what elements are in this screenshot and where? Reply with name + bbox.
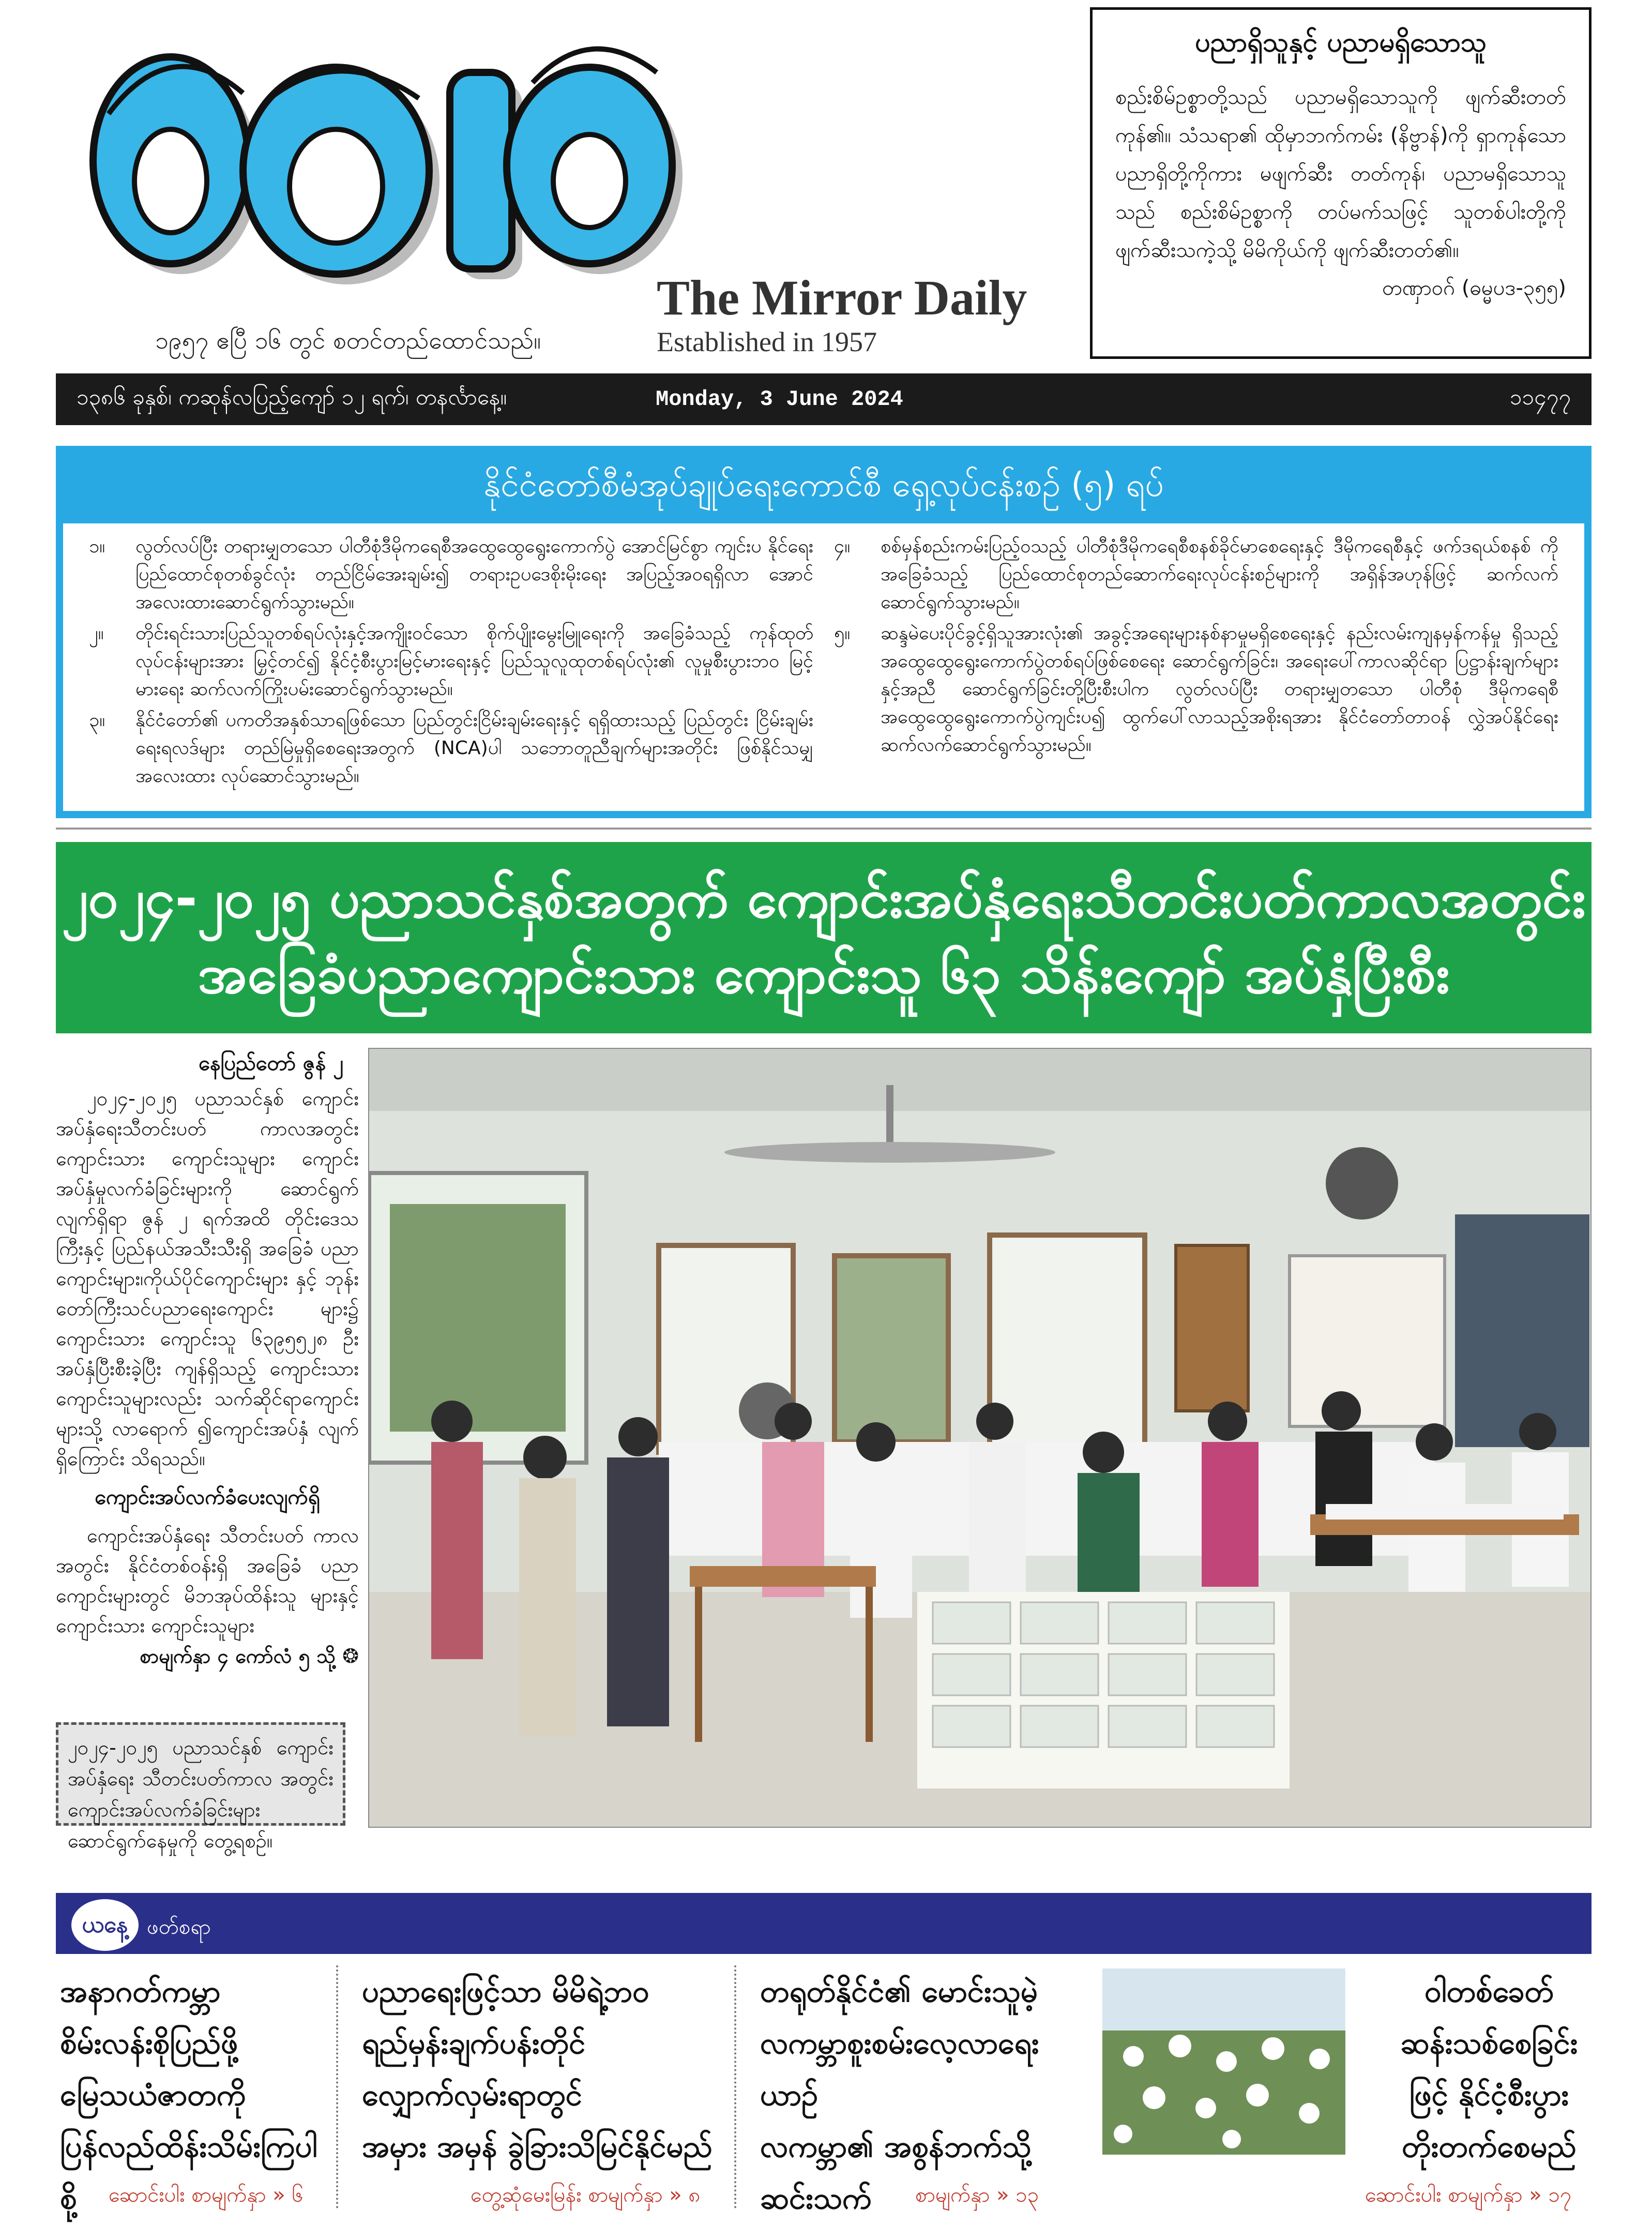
index-item-1-page[interactable]: ဆောင်းပါး စာမျက်နှာ » ၆: [109, 2183, 304, 2207]
objectives-right-column: [824, 533, 1569, 793]
story-paragraph: ၂၀၂၄-၂၀၂၅ ပညာသင်နှစ် ကျောင်း အပ်နှံရေးသီတင်းပတ် ကာလအတွင်း ကျောင်းသား ကျောင်းသူများ ကျောင်း အပ်နှံမှုလက်ခံခြင်းများကို ဆောင်ရွက် လျက်ရှိရာ ဇွန် ၂ ရက်အထိ တိုင်းဒေသ ကြီးနှင့် ပြည်နယ်အသီးသီးရှိ အခြေခံ ပညာကျောင်းများ၊ကိုယ်ပိုင်ကျောင်းများ နှင့် ဘုန်းတော်ကြီးသင်ပညာရေးကျောင်း များ၌ ကျောင်းသား ကျောင်းသူ ၆၃၉၅၅၂၈ ဦးအပ်နှံပြီးစီးခဲ့ပြီး ကျန်ရှိသည့် ကျောင်းသား ကျောင်းသူများလည်း သက်ဆိုင်ရာကျောင်းများသို့ လာရောက် ၍ကျောင်းအပ်နှံ လျက်ရှိကြောင်း သိရသည်။: [56, 1087, 359, 1470]
index-bar: [56, 1893, 1592, 1954]
index-item-line: ရည်မှန်းချက်ပန်းတိုင်: [362, 2025, 586, 2060]
classroom-photo-illustration: [369, 1049, 1592, 1828]
objective-number: ၄။: [834, 536, 851, 557]
index-item-line: ပြန်လည်ထိန်းသိမ်းကြပါစို့: [60, 2129, 317, 2216]
index-item-line: တရုတ်နိုင်ငံ၏ မောင်းသူမဲ့: [760, 1974, 1038, 2009]
brand-name-en: The Mirror Daily: [657, 270, 1027, 325]
objective-item: [89, 620, 813, 703]
cotton-photo: [1102, 1968, 1345, 2155]
issue-number: ၁၁၄၇၇: [1509, 384, 1571, 410]
date-bar: [56, 373, 1592, 425]
cotton-field-illustration: [1102, 1968, 1345, 2155]
index-item-line: အမှား အမှန် ခွဲခြားသိမြင်နိုင်မည်: [362, 2129, 713, 2164]
objective-number: ၁။: [89, 536, 105, 557]
masthead: [78, 10, 1060, 367]
quote-body: စည်းစိမ်ဥစ္စာတို့သည် ပညာမရှိသောသူကို ဖျက်ဆီးတတ်ကုန်၏။ သံသရာ၏ ထိုမှာဘက်ကမ်း (နိဗ္ဗာန်)ကို ရှာကုန်သော ပညာရှိတို့ကိုကား မဖျက်ဆီး တတ်ကုန်၊ ပညာမရှိသောသူသည် စည်းစိမ်ဥစ္စာကို တပ်မက်သဖြင့် သူတစ်ပါးတို့ကို ဖျက်ဆီးသကဲ့သို့ မိမိကိုယ်ကို ဖျက်ဆီးတတ်၏။: [1115, 85, 1566, 262]
story-continued-link[interactable]: စာမျက်နှာ ၄ ကော်လံ ၅ သို့ ❂: [140, 1645, 359, 1667]
headline-line-1: ၂၀၂၄-၂၀၂၅ ပညာသင်နှစ်အတွက် ကျောင်းအပ်နှံရေးသီတင်းပတ်ကာလအတွင်း: [62, 867, 1586, 930]
objectives-box: [56, 446, 1592, 818]
index-item-line: လကမ္ဘာစူးစမ်းလေ့လာရေးယာဉ်: [760, 2025, 1039, 2112]
index-item-line: ဝါတစ်ခေတ်: [1424, 1974, 1554, 2009]
english-date: Monday, 3 June 2024: [656, 387, 903, 412]
index-item-line: တိုးတက်စေမည်: [1402, 2129, 1577, 2164]
objective-number: ၃။: [89, 710, 105, 731]
objective-text: လွတ်လပ်ပြီး တရားမျှတသော ပါတီစုံဒီမိုကရေစီအထွေထွေရွေးကောက်ပွဲ အောင်မြင်စွာ ကျင်းပ နိုင်ရေး ပြည်ထောင်စုတစ်ခွင်လုံး တည်ငြိမ်အေးချမ်း၍ တရားဥပဒေစိုးမိုးရေး အပြည့်အဝရရှိလာ အောင် အလေးထားဆောင်ရွက်သွားမည်။: [135, 536, 813, 613]
objective-item: [834, 620, 1558, 759]
objective-item: [89, 706, 813, 790]
index-item-line: အနာဂတ်ကမ္ဘာ: [60, 1974, 221, 2009]
index-item-line: ဆင်းသက်: [760, 2180, 872, 2216]
established-mm: ၁၉၅၇ ဧပြီ ၁၆ တွင် စတင်တည်ထောင်သည်။: [155, 326, 541, 354]
objective-item: [834, 533, 1558, 616]
index-divider: [336, 1965, 338, 2208]
headline-line-2: အခြေခံပညာကျောင်းသား ကျောင်းသူ ၆၃ သိန်းကျော် အပ်နှံပြီးစီး: [198, 942, 1450, 1005]
index-item-4[interactable]: [1386, 1965, 1593, 2172]
index-item-3-page[interactable]: စာမျက်နှာ » ၁၃: [915, 2183, 1039, 2207]
objective-text: တိုင်းရင်းသားပြည်သူတစ်ရပ်လုံးနှင့်အကျိုးဝင်သော စိုက်ပျိုးမွေးမြူရေးကို အခြေခံသည့် ကုန်ထုတ် လုပ်ငန်းများအား မြှင့်တင်၍ နိုင်ငံ့စီးပွားမြင့်မားရေးနှင့် ပြည်သူလူထုတစ်ရပ်လုံး၏ လူမှုစီးပွားဘဝ မြင့်မားရေး ဆက်လက်ကြိုးပမ်းဆောင်ရွက်သွားမည်။: [135, 623, 813, 700]
objectives-title: နိုင်ငံတော်စီမံအုပ်ချုပ်ရေးကောင်စီ ရှေ့လုပ်ငန်းစဉ် (၅) ရပ်: [62, 452, 1585, 523]
objective-text: နိုင်ငံတော်၏ ပကတိအနှစ်သာရဖြစ်သော ပြည်တွင်းငြိမ်းချမ်းရေးနှင့် ရရှိထားသည့် ပြည်တွင်း ငြိမ်းချမ်းရေးရလဒ်များ တည်မြဲမှုရှိစေရေးအတွက် (NCA)ပါ သဘောတူညီချက်များအတိုင်း ဖြစ်နိုင်သမျှ အလေးထား လုပ်ဆောင်သွားမည်။: [135, 710, 813, 787]
index-item-line: လျှောက်လှမ်းရာတွင်: [362, 2077, 582, 2112]
story-dateline: နေပြည်တော် ဇွန် ၂: [199, 1051, 343, 1075]
index-item-2[interactable]: [362, 1965, 724, 2172]
section-divider: [56, 828, 1592, 830]
index-item-line: မြေသယံဇာတကို: [60, 2077, 246, 2112]
index-item-4-page[interactable]: ဆောင်းပါး စာမျက်နှာ » ၁၇: [1365, 2183, 1572, 2207]
objective-number: ၂။: [89, 623, 104, 644]
index-item-line: ဆန်းသစ်စေခြင်း: [1400, 2025, 1578, 2060]
objective-number: ၅။: [834, 623, 851, 644]
objectives-left-column: [79, 533, 824, 793]
myanmar-date: ၁၃၈၆ ခုနှစ်၊ ကဆုန်လပြည့်ကျော် ၁၂ ရက်၊ တနင်္လာနေ့။: [77, 384, 507, 410]
objective-item: [89, 533, 813, 616]
objective-text: စစ်မှန်စည်းကမ်းပြည့်ဝသည့် ပါတီစုံဒီမိုကရေစီစနစ်ခိုင်မာစေရေးနှင့် ဒီမိုကရေစီနှင့် ဖက်ဒရယ်စနစ် ကို အခြေခံသည့် ပြည်ထောင်စုတည်ဆောက်ရေးလုပ်ငန်းစဉ်များကို အရှိန်အဟုန်ဖြင့် ဆက်လက် ဆောင်ရွက်သွားမည်။: [881, 536, 1558, 613]
masthead-logo: [78, 10, 724, 300]
quote-title: ပညာရှိသူနှင့် ပညာမရှိသောသူ: [1194, 27, 1487, 58]
photo-caption: ၂၀၂၄-၂၀၂၅ ပညာသင်နှစ် ကျောင်းအပ်နှံရေး သီတင်းပတ်ကာလ အတွင်း ကျောင်းအပ်လက်ခံခြင်းများ ဆောင်ရွက်နေမှုကို တွေ့ရစဉ်။: [56, 1722, 345, 1826]
quote-source: တဏှာဝဂ် (ဓမ္မပဒ-၃၅၅): [1382, 276, 1566, 300]
established-en: Established in 1957: [657, 326, 877, 357]
lead-headline: [56, 842, 1592, 1033]
index-badge: ယနေ့: [71, 1899, 139, 1951]
index-item-2-page[interactable]: တွေ့ဆုံမေးမြန်း စာမျက်နှာ » ၈: [471, 2183, 701, 2207]
index-item-line: လကမ္ဘာ၏ အစွန်ဘက်သို့: [760, 2129, 1032, 2164]
quote-box: [1090, 7, 1592, 359]
index-label: ဖတ်စရာ: [147, 1915, 211, 1939]
lead-story: [56, 1050, 359, 1673]
lead-photo: [368, 1048, 1592, 1828]
index-divider: [734, 1965, 736, 2208]
objective-text: ဆန္ဒမဲပေးပိုင်ခွင့်ရှိသူအားလုံး၏ အခွင့်အရေးများနစ်နာမှုမရှိစေရေးနှင့် နည်းလမ်းကျနမှန်ကန်မှု ရှိသည့် အထွေထွေရွေးကောက်ပွဲတစ်ရပ်ဖြစ်စေရေး ဆောင်ရွက်ခြင်း၊ အရေးပေါ်ကာလဆိုင်ရာ ပြဋ္ဌာန်းချက်များနှင့်အညီ ဆောင်ရွက်ခြင်းတို့ပြီးစီးပါက လွတ်လပ်ပြီး တရားမျှတသော ပါတီစုံ ဒီမိုကရေစီ အထွေထွေရွေးကောက်ပွဲကျင်းပ၍ ထွက်ပေါ်လာသည့်အစိုးရအား နိုင်ငံတော်တာဝန် လွှဲအပ်နိုင်ရေး ဆက်လက်ဆောင်ရွက်သွားမည်။: [881, 623, 1558, 756]
index-item-line: စိမ်းလန်းစိုပြည်ဖို့: [60, 2025, 238, 2060]
index-item-line: ဖြင့် နိုင်ငံ့စီးပွား: [1409, 2077, 1569, 2112]
story-subheading: ကျောင်းအပ်လက်ခံပေးလျက်ရှိ: [95, 1485, 320, 1509]
index-item-line: ပညာရေးဖြင့်သာ မိမိရဲ့ဘဝ: [362, 1974, 649, 2009]
story-paragraph: ကျောင်းအပ်နှံရေး သီတင်းပတ် ကာလအတွင်း နိုင်ငံတစ်ဝန်းရှိ အခြေခံ ပညာကျောင်းများတွင် မိဘအုပ်ထိန်းသူ များနှင့် ကျောင်းသား ကျောင်းသူများ: [56, 1524, 359, 1637]
